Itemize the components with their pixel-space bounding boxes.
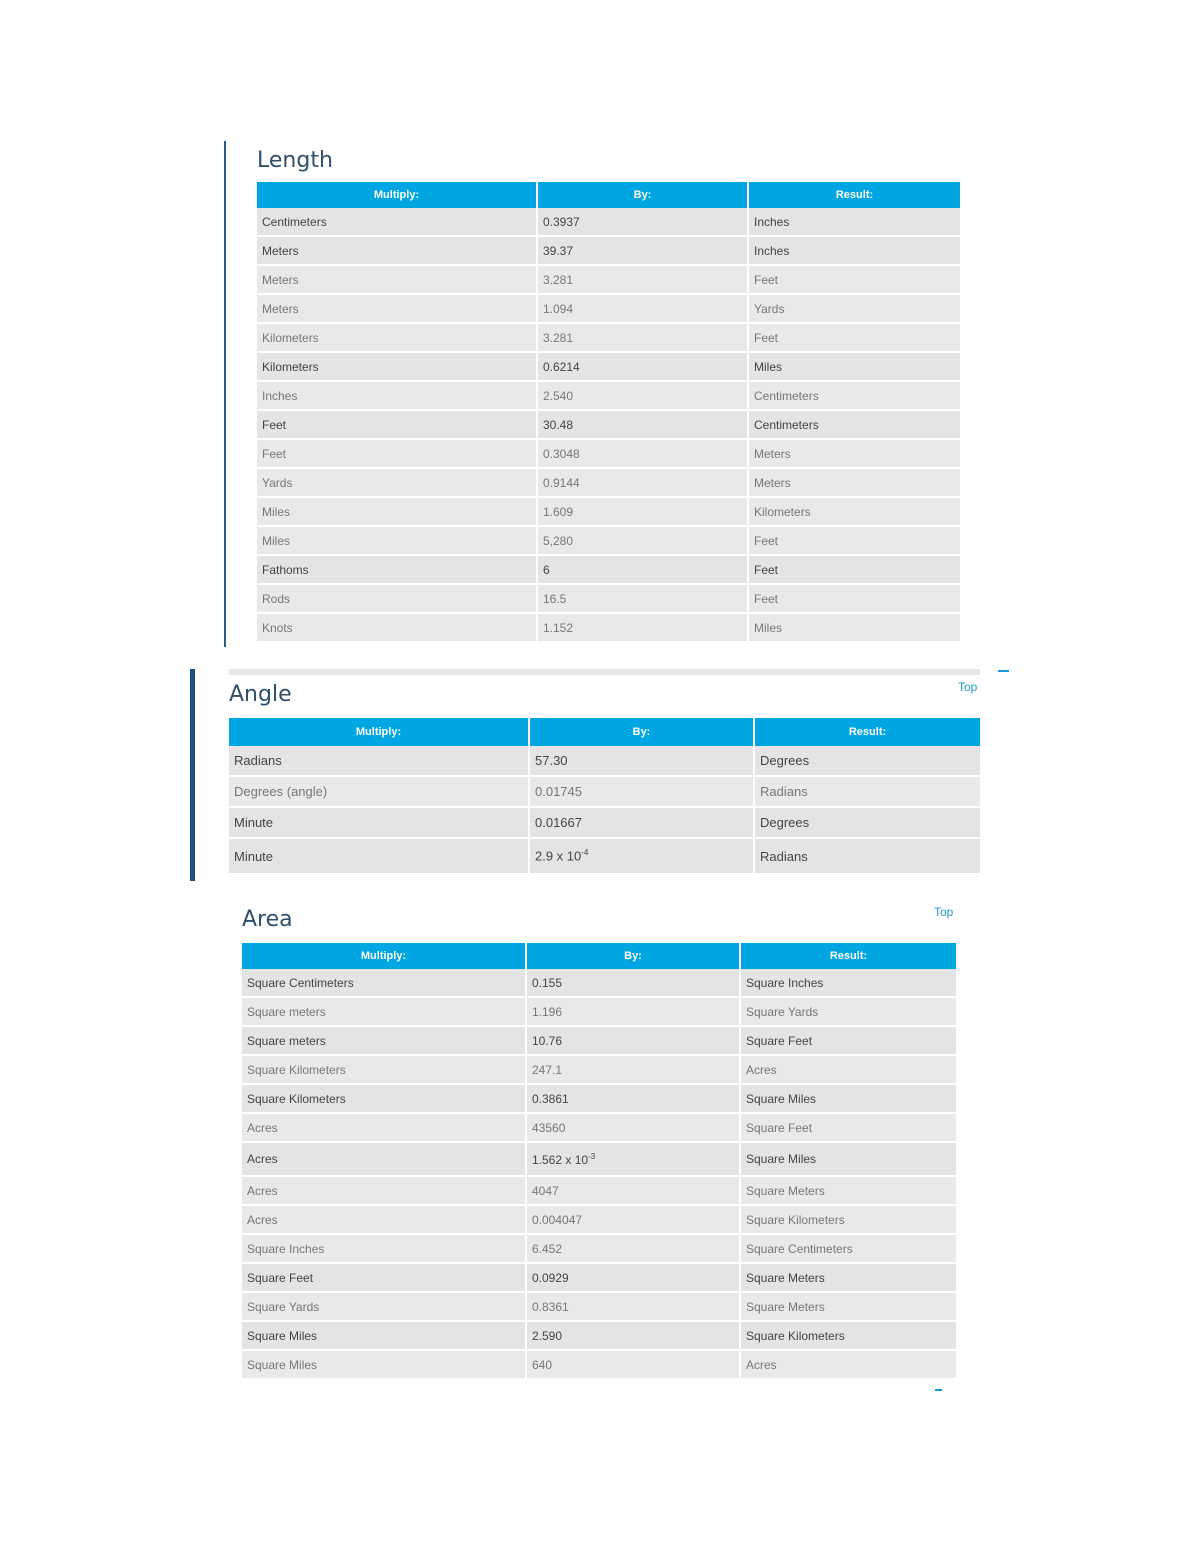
result-cell: Feet <box>749 527 960 556</box>
by-cell: 0.3048 <box>538 440 749 469</box>
result-cell: Feet <box>749 324 960 353</box>
by-cell: 0.155 <box>527 969 741 998</box>
table-row <box>257 266 960 295</box>
multiply-cell: Square Kilometers <box>242 1085 527 1114</box>
table-row <box>242 1264 956 1293</box>
table-header-row <box>257 182 960 208</box>
angle-title: Angle <box>229 682 292 707</box>
table-row <box>242 1293 956 1322</box>
by-cell: 1.152 <box>538 614 749 643</box>
by-value: 1.562 x 10 <box>532 1152 589 1167</box>
table-row <box>229 808 980 839</box>
multiply-cell: Miles <box>257 498 538 527</box>
table-row <box>229 839 980 875</box>
multiply-cell: Square Miles <box>242 1351 527 1380</box>
area-table <box>242 943 956 1380</box>
length-section <box>257 146 960 643</box>
table-row <box>257 469 960 498</box>
result-cell: Centimeters <box>749 411 960 440</box>
table-row <box>242 998 956 1027</box>
result-cell: Feet <box>749 556 960 585</box>
by-cell: 5,280 <box>538 527 749 556</box>
multiply-cell: Acres <box>242 1143 527 1177</box>
result-cell: Square Feet <box>741 1114 956 1143</box>
by-cell: 0.3861 <box>527 1085 741 1114</box>
multiply-cell: Feet <box>257 440 538 469</box>
multiply-header: Multiply: <box>229 718 530 746</box>
multiply-cell: Acres <box>242 1114 527 1143</box>
result-header: Result: <box>741 943 956 969</box>
result-cell: Kilometers <box>749 498 960 527</box>
by-cell: 1.094 <box>538 295 749 324</box>
by-cell: 10.76 <box>527 1027 741 1056</box>
multiply-header: Multiply: <box>242 943 527 969</box>
result-cell: Square Meters <box>741 1293 956 1322</box>
multiply-cell: Square Miles <box>242 1322 527 1351</box>
result-header: Result: <box>749 182 960 208</box>
table-row <box>257 353 960 382</box>
table-row <box>242 1206 956 1235</box>
multiply-cell: Square Inches <box>242 1235 527 1264</box>
result-cell: Square Inches <box>741 969 956 998</box>
result-cell: Centimeters <box>749 382 960 411</box>
length-left-bar <box>224 141 226 647</box>
angle-top-rule <box>229 669 980 675</box>
angle-table <box>229 718 980 875</box>
multiply-cell: Knots <box>257 614 538 643</box>
table-row <box>257 585 960 614</box>
exponent: -3 <box>588 1151 596 1161</box>
by-cell: 4047 <box>527 1177 741 1206</box>
multiply-cell: Minute <box>229 839 530 875</box>
result-cell: Radians <box>755 777 980 808</box>
table-row <box>257 237 960 266</box>
result-cell: Square Meters <box>741 1264 956 1293</box>
by-cell: 57.30 <box>530 746 755 777</box>
result-cell: Meters <box>749 469 960 498</box>
table-row <box>257 208 960 237</box>
by-cell: 16.5 <box>538 585 749 614</box>
multiply-cell: Square Yards <box>242 1293 527 1322</box>
by-cell: 39.37 <box>538 237 749 266</box>
table-row <box>242 1027 956 1056</box>
table-row <box>257 614 960 643</box>
multiply-cell: Meters <box>257 237 538 266</box>
result-cell: Square Centimeters <box>741 1235 956 1264</box>
result-cell: Miles <box>749 353 960 382</box>
result-cell: Meters <box>749 440 960 469</box>
multiply-cell: Yards <box>257 469 538 498</box>
result-cell: Yards <box>749 295 960 324</box>
multiply-cell: Inches <box>257 382 538 411</box>
table-row <box>257 382 960 411</box>
multiply-cell: Degrees (angle) <box>229 777 530 808</box>
by-cell: 0.01745 <box>530 777 755 808</box>
by-cell: 0.01667 <box>530 808 755 839</box>
table-row <box>242 1056 956 1085</box>
table-row <box>257 556 960 585</box>
by-cell: 0.8361 <box>527 1293 741 1322</box>
table-row <box>242 1143 956 1177</box>
multiply-cell: Feet <box>257 411 538 440</box>
table-row <box>242 1114 956 1143</box>
result-cell: Inches <box>749 237 960 266</box>
multiply-cell: Minute <box>229 808 530 839</box>
by-cell: 3.281 <box>538 266 749 295</box>
length-title: Length <box>257 148 333 173</box>
angle-left-bar <box>190 669 195 881</box>
result-cell: Miles <box>749 614 960 643</box>
by-cell: 0.3937 <box>538 208 749 237</box>
by-cell <box>527 1143 741 1177</box>
result-cell: Degrees <box>755 746 980 777</box>
result-cell: Acres <box>741 1351 956 1380</box>
table-row <box>242 1351 956 1380</box>
multiply-cell: Acres <box>242 1177 527 1206</box>
multiply-cell: Meters <box>257 295 538 324</box>
result-cell: Square Yards <box>741 998 956 1027</box>
result-cell: Square Meters <box>741 1177 956 1206</box>
multiply-cell: Square Kilometers <box>242 1056 527 1085</box>
by-cell: 1.196 <box>527 998 741 1027</box>
table-row <box>257 440 960 469</box>
angle-top-link[interactable]: Top <box>958 680 978 694</box>
by-cell: 43560 <box>527 1114 741 1143</box>
multiply-cell: Fathoms <box>257 556 538 585</box>
table-header-row <box>229 718 980 746</box>
table-row <box>242 1235 956 1264</box>
by-header: By: <box>538 182 749 208</box>
table-row <box>242 1177 956 1206</box>
multiply-cell: Square meters <box>242 998 527 1027</box>
length-table <box>257 182 960 643</box>
area-top-link[interactable]: Top <box>934 905 954 919</box>
angle-section <box>229 680 980 875</box>
multiply-cell: Acres <box>242 1206 527 1235</box>
area-dash <box>935 1389 942 1391</box>
table-row <box>242 1085 956 1114</box>
by-cell: 247.1 <box>527 1056 741 1085</box>
angle-dash <box>998 670 1009 672</box>
by-cell: 0.9144 <box>538 469 749 498</box>
multiply-cell: Meters <box>257 266 538 295</box>
by-cell: 2.590 <box>527 1322 741 1351</box>
table-row <box>257 527 960 556</box>
multiply-cell: Kilometers <box>257 324 538 353</box>
by-header: By: <box>530 718 755 746</box>
result-cell: Square Kilometers <box>741 1206 956 1235</box>
multiply-cell: Radians <box>229 746 530 777</box>
table-row <box>229 777 980 808</box>
result-cell: Acres <box>741 1056 956 1085</box>
result-cell: Inches <box>749 208 960 237</box>
by-cell: 0.004047 <box>527 1206 741 1235</box>
table-row <box>257 295 960 324</box>
by-value: 2.9 x 10 <box>535 848 582 864</box>
by-cell: 2.540 <box>538 382 749 411</box>
result-cell: Feet <box>749 266 960 295</box>
result-cell: Square Feet <box>741 1027 956 1056</box>
by-cell: 6.452 <box>527 1235 741 1264</box>
by-header: By: <box>527 943 741 969</box>
table-row <box>229 746 980 777</box>
multiply-header: Multiply: <box>257 182 538 208</box>
table-row <box>257 411 960 440</box>
by-cell: 6 <box>538 556 749 585</box>
table-row <box>257 324 960 353</box>
by-cell: 0.0929 <box>527 1264 741 1293</box>
multiply-cell: Square Centimeters <box>242 969 527 998</box>
by-cell <box>530 839 755 875</box>
table-row <box>242 969 956 998</box>
by-cell: 30.48 <box>538 411 749 440</box>
exponent: -4 <box>581 848 589 858</box>
result-header: Result: <box>755 718 980 746</box>
multiply-cell: Centimeters <box>257 208 538 237</box>
multiply-cell: Miles <box>257 527 538 556</box>
by-cell: 3.281 <box>538 324 749 353</box>
result-cell: Square Miles <box>741 1143 956 1177</box>
by-cell: 0.6214 <box>538 353 749 382</box>
multiply-cell: Square meters <box>242 1027 527 1056</box>
multiply-cell: Kilometers <box>257 353 538 382</box>
table-row <box>257 498 960 527</box>
result-cell: Square Miles <box>741 1085 956 1114</box>
result-cell: Feet <box>749 585 960 614</box>
result-cell: Degrees <box>755 808 980 839</box>
by-cell: 1.609 <box>538 498 749 527</box>
table-header-row <box>242 943 956 969</box>
table-row <box>242 1322 956 1351</box>
area-section <box>242 905 956 1380</box>
by-cell: 640 <box>527 1351 741 1380</box>
area-title: Area <box>242 907 293 932</box>
multiply-cell: Square Feet <box>242 1264 527 1293</box>
multiply-cell: Rods <box>257 585 538 614</box>
result-cell: Radians <box>755 839 980 875</box>
result-cell: Square Kilometers <box>741 1322 956 1351</box>
